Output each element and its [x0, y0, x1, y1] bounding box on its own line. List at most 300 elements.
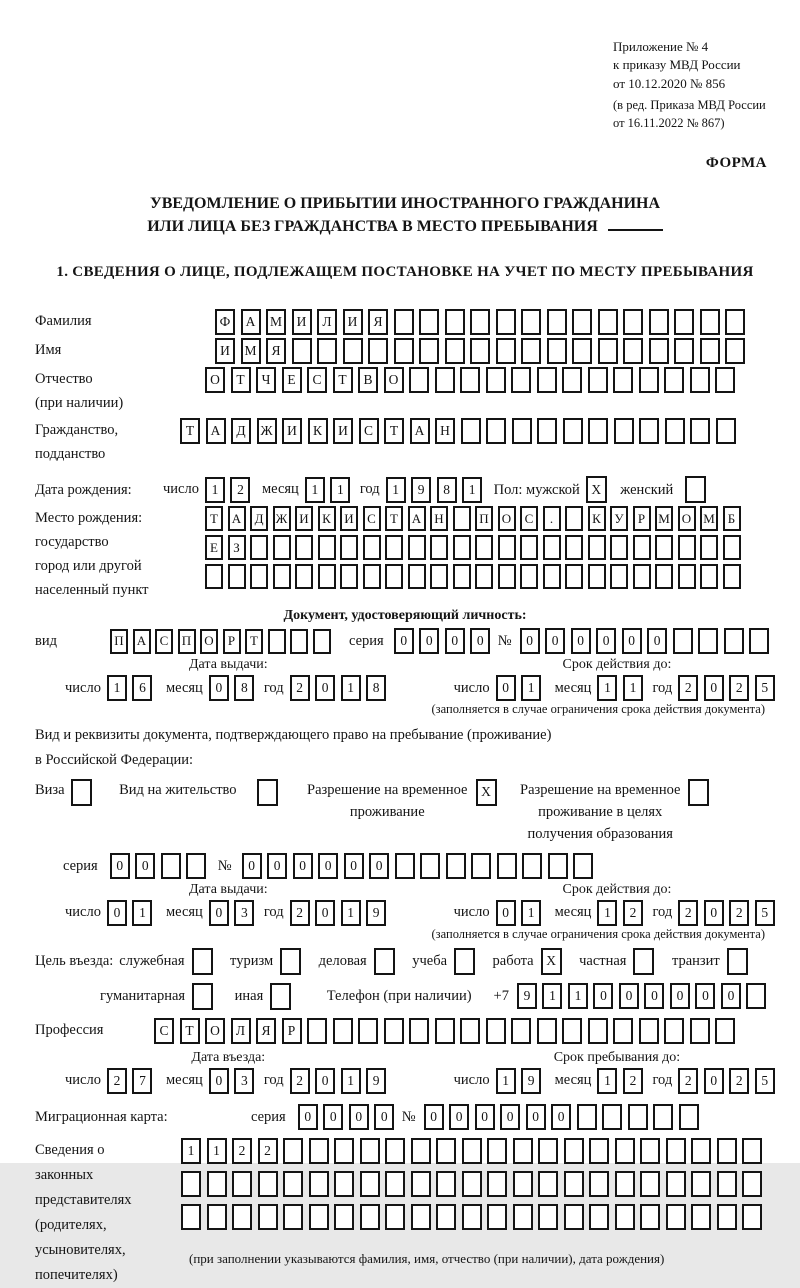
entry-month-cells[interactable] [209, 1068, 260, 1094]
form-cell[interactable] [460, 1018, 480, 1044]
form-cell[interactable] [633, 535, 651, 560]
form-cell[interactable]: Ф [215, 309, 235, 335]
form-cell[interactable]: А [133, 629, 151, 654]
form-cell[interactable] [698, 628, 718, 654]
form-cell[interactable] [610, 564, 628, 589]
form-cell[interactable]: 0 [449, 1104, 469, 1130]
form-cell[interactable]: 1 [207, 1138, 227, 1164]
form-cell[interactable]: 1 [305, 477, 325, 503]
form-cell[interactable]: Н [435, 418, 455, 444]
form-cell[interactable]: В [358, 367, 378, 393]
form-cell[interactable] [665, 418, 685, 444]
form-cell[interactable]: 0 [445, 628, 465, 654]
form-cell[interactable]: 1 [623, 675, 643, 701]
form-cell[interactable] [715, 1018, 735, 1044]
form-cell[interactable]: 8 [437, 477, 457, 503]
purpose-private-checkbox[interactable] [633, 948, 654, 975]
form-cell[interactable] [207, 1171, 227, 1197]
stay-year-cells[interactable] [678, 1068, 780, 1094]
permit-issue-month-cells[interactable] [209, 900, 260, 926]
form-cell[interactable]: 1 [521, 675, 541, 701]
form-cell[interactable]: 9 [366, 900, 386, 926]
form-cell[interactable]: 0 [323, 1104, 343, 1130]
form-cell[interactable] [717, 1171, 737, 1197]
gender-female-checkbox[interactable] [685, 476, 706, 503]
form-cell[interactable] [408, 535, 426, 560]
form-cell[interactable] [385, 535, 403, 560]
form-cell[interactable]: 1 [542, 983, 562, 1009]
form-cell[interactable] [664, 367, 684, 393]
form-cell[interactable]: 5 [755, 900, 775, 926]
purpose-official-checkbox[interactable] [192, 948, 213, 975]
form-cell[interactable] [161, 853, 181, 879]
form-cell[interactable] [691, 1171, 711, 1197]
form-cell[interactable]: 0 [424, 1104, 444, 1130]
form-cell[interactable] [522, 853, 542, 879]
form-cell[interactable]: М [241, 338, 261, 364]
form-cell[interactable] [547, 338, 567, 364]
form-cell[interactable]: С [359, 418, 379, 444]
form-cell[interactable]: С [307, 367, 327, 393]
form-cell[interactable]: 2 [258, 1138, 278, 1164]
form-cell[interactable] [614, 418, 634, 444]
form-cell[interactable] [385, 1204, 405, 1230]
temp-permit-checkbox[interactable]: X [476, 779, 497, 806]
form-cell[interactable] [430, 564, 448, 589]
form-cell[interactable] [360, 1138, 380, 1164]
form-cell[interactable] [678, 564, 696, 589]
form-cell[interactable] [615, 1138, 635, 1164]
patronymic-cells[interactable] [205, 367, 741, 393]
permit-series-cells[interactable] [110, 853, 212, 879]
form-cell[interactable] [564, 1138, 584, 1164]
form-cell[interactable] [562, 367, 582, 393]
form-cell[interactable]: 3 [234, 900, 254, 926]
form-cell[interactable]: И [295, 506, 313, 531]
form-cell[interactable]: О [384, 367, 404, 393]
form-cell[interactable]: П [178, 629, 196, 654]
form-cell[interactable]: 2 [290, 900, 310, 926]
valid-month-cells[interactable] [597, 675, 648, 701]
form-cell[interactable]: 0 [721, 983, 741, 1009]
form-cell[interactable]: 0 [344, 853, 364, 879]
form-cell[interactable] [436, 1204, 456, 1230]
migration-number-cells[interactable] [424, 1104, 705, 1130]
form-cell[interactable]: Я [368, 309, 388, 335]
form-cell[interactable]: 0 [209, 1068, 229, 1094]
form-cell[interactable]: 1 [341, 1068, 361, 1094]
form-cell[interactable]: Д [250, 506, 268, 531]
form-cell[interactable] [716, 418, 736, 444]
form-cell[interactable]: 0 [704, 675, 724, 701]
form-cell[interactable]: Ж [273, 506, 291, 531]
form-cell[interactable] [181, 1204, 201, 1230]
form-cell[interactable]: Л [317, 309, 337, 335]
form-cell[interactable]: 0 [135, 853, 155, 879]
form-cell[interactable]: 1 [341, 675, 361, 701]
form-cell[interactable] [724, 628, 744, 654]
form-cell[interactable] [232, 1204, 252, 1230]
form-cell[interactable] [548, 853, 568, 879]
form-cell[interactable]: С [154, 1018, 174, 1044]
form-cell[interactable] [513, 1204, 533, 1230]
form-cell[interactable] [462, 1138, 482, 1164]
form-cell[interactable] [385, 564, 403, 589]
form-cell[interactable]: 0 [619, 983, 639, 1009]
entry-year-cells[interactable] [290, 1068, 392, 1094]
form-cell[interactable] [363, 564, 381, 589]
form-cell[interactable]: О [205, 367, 225, 393]
form-cell[interactable] [664, 1018, 684, 1044]
form-cell[interactable] [588, 535, 606, 560]
form-cell[interactable]: К [308, 418, 328, 444]
form-cell[interactable] [588, 564, 606, 589]
purpose-tourism-checkbox[interactable] [280, 948, 301, 975]
form-cell[interactable] [725, 338, 745, 364]
form-cell[interactable]: А [241, 309, 261, 335]
form-cell[interactable]: 2 [729, 1068, 749, 1094]
form-cell[interactable] [496, 309, 516, 335]
form-cell[interactable]: 0 [242, 853, 262, 879]
form-cell[interactable] [678, 535, 696, 560]
form-cell[interactable]: К [318, 506, 336, 531]
form-cell[interactable] [742, 1204, 762, 1230]
form-cell[interactable] [589, 1138, 609, 1164]
form-cell[interactable]: К [588, 506, 606, 531]
form-cell[interactable] [446, 853, 466, 879]
form-cell[interactable]: 0 [647, 628, 667, 654]
form-cell[interactable] [628, 1104, 648, 1130]
form-cell[interactable]: Я [266, 338, 286, 364]
form-cell[interactable] [565, 564, 583, 589]
form-cell[interactable] [666, 1138, 686, 1164]
form-cell[interactable] [411, 1171, 431, 1197]
form-cell[interactable]: 0 [644, 983, 664, 1009]
form-cell[interactable]: 1 [330, 477, 350, 503]
form-cell[interactable] [273, 535, 291, 560]
entry-day-cells[interactable] [107, 1068, 158, 1094]
form-cell[interactable]: 2 [678, 1068, 698, 1094]
form-cell[interactable] [205, 564, 223, 589]
form-cell[interactable]: 2 [107, 1068, 127, 1094]
form-cell[interactable] [521, 338, 541, 364]
form-cell[interactable]: 9 [517, 983, 537, 1009]
form-cell[interactable] [445, 338, 465, 364]
purpose-business-checkbox[interactable] [374, 948, 395, 975]
name-cells[interactable] [215, 338, 751, 364]
issue-day-cells[interactable] [107, 675, 158, 701]
form-cell[interactable] [655, 564, 673, 589]
form-cell[interactable] [470, 338, 490, 364]
form-cell[interactable]: 8 [234, 675, 254, 701]
form-cell[interactable] [666, 1204, 686, 1230]
doc-series-cells[interactable] [394, 628, 496, 654]
form-cell[interactable] [537, 367, 557, 393]
form-cell[interactable] [700, 338, 720, 364]
form-cell[interactable] [430, 535, 448, 560]
permit-issue-day-cells[interactable] [107, 900, 158, 926]
form-cell[interactable] [435, 1018, 455, 1044]
form-cell[interactable] [486, 367, 506, 393]
form-cell[interactable]: 0 [526, 1104, 546, 1130]
form-cell[interactable]: 1 [521, 900, 541, 926]
form-cell[interactable] [385, 1171, 405, 1197]
form-cell[interactable] [487, 1138, 507, 1164]
birth-month-cells[interactable] [305, 477, 356, 503]
form-cell[interactable] [358, 1018, 378, 1044]
form-cell[interactable] [521, 309, 541, 335]
form-cell[interactable] [307, 1018, 327, 1044]
form-cell[interactable] [498, 535, 516, 560]
form-cell[interactable] [486, 1018, 506, 1044]
form-cell[interactable]: Р [223, 629, 241, 654]
form-cell[interactable] [700, 309, 720, 335]
form-cell[interactable] [639, 367, 659, 393]
form-cell[interactable] [674, 309, 694, 335]
form-cell[interactable] [717, 1138, 737, 1164]
form-cell[interactable]: 0 [298, 1104, 318, 1130]
birth-place-row1[interactable] [205, 506, 745, 531]
form-cell[interactable]: 0 [315, 675, 335, 701]
form-cell[interactable] [511, 367, 531, 393]
form-cell[interactable]: 1 [597, 1068, 617, 1094]
form-cell[interactable] [520, 535, 538, 560]
form-cell[interactable] [340, 535, 358, 560]
form-cell[interactable]: 0 [593, 983, 613, 1009]
form-cell[interactable] [640, 1138, 660, 1164]
form-cell[interactable]: 1 [597, 900, 617, 926]
form-cell[interactable] [250, 564, 268, 589]
purpose-study-checkbox[interactable] [454, 948, 475, 975]
permit-valid-month-cells[interactable] [597, 900, 648, 926]
legal-reps-row3[interactable] [181, 1204, 768, 1230]
form-cell[interactable] [547, 309, 567, 335]
form-cell[interactable]: Е [205, 535, 223, 560]
form-cell[interactable]: 0 [551, 1104, 571, 1130]
form-cell[interactable] [360, 1171, 380, 1197]
form-cell[interactable] [436, 1138, 456, 1164]
form-cell[interactable]: Р [633, 506, 651, 531]
form-cell[interactable] [589, 1204, 609, 1230]
surname-cells[interactable] [215, 309, 751, 335]
form-cell[interactable]: Ж [257, 418, 277, 444]
form-cell[interactable]: 1 [462, 477, 482, 503]
form-cell[interactable]: 1 [181, 1138, 201, 1164]
form-cell[interactable] [623, 338, 643, 364]
form-cell[interactable]: 2 [623, 900, 643, 926]
birth-place-row2[interactable] [205, 535, 745, 560]
form-cell[interactable] [283, 1138, 303, 1164]
form-cell[interactable] [640, 1204, 660, 1230]
form-cell[interactable] [673, 628, 693, 654]
form-cell[interactable] [409, 367, 429, 393]
form-cell[interactable]: А [206, 418, 226, 444]
form-cell[interactable]: Ч [256, 367, 276, 393]
form-cell[interactable]: 2 [623, 1068, 643, 1094]
form-cell[interactable]: 1 [597, 675, 617, 701]
form-cell[interactable] [723, 535, 741, 560]
form-cell[interactable] [309, 1204, 329, 1230]
form-cell[interactable]: 0 [293, 853, 313, 879]
form-cell[interactable] [572, 338, 592, 364]
stay-day-cells[interactable] [496, 1068, 547, 1094]
valid-year-cells[interactable] [678, 675, 780, 701]
form-cell[interactable] [723, 564, 741, 589]
gender-male-checkbox[interactable]: X [586, 476, 607, 503]
form-cell[interactable] [717, 1204, 737, 1230]
form-cell[interactable]: Б [723, 506, 741, 531]
migration-series-cells[interactable] [298, 1104, 400, 1130]
form-cell[interactable] [653, 1104, 673, 1130]
form-cell[interactable] [368, 338, 388, 364]
permit-valid-day-cells[interactable] [496, 900, 547, 926]
form-cell[interactable] [295, 564, 313, 589]
purpose-transit-checkbox[interactable] [727, 948, 748, 975]
form-cell[interactable]: И [215, 338, 235, 364]
form-cell[interactable] [340, 564, 358, 589]
form-cell[interactable]: Д [231, 418, 251, 444]
form-cell[interactable] [318, 535, 336, 560]
form-cell[interactable]: О [678, 506, 696, 531]
form-cell[interactable] [679, 1104, 699, 1130]
form-cell[interactable]: 0 [695, 983, 715, 1009]
form-cell[interactable] [690, 1018, 710, 1044]
issue-month-cells[interactable] [209, 675, 260, 701]
form-cell[interactable] [309, 1138, 329, 1164]
form-cell[interactable]: 1 [107, 675, 127, 701]
form-cell[interactable]: 2 [230, 477, 250, 503]
visa-checkbox[interactable] [71, 779, 92, 806]
form-cell[interactable] [343, 338, 363, 364]
form-cell[interactable] [487, 1204, 507, 1230]
form-cell[interactable] [588, 1018, 608, 1044]
form-cell[interactable]: П [110, 629, 128, 654]
form-cell[interactable] [512, 418, 532, 444]
form-cell[interactable] [715, 367, 735, 393]
form-cell[interactable]: . [543, 506, 561, 531]
form-cell[interactable] [610, 535, 628, 560]
form-cell[interactable] [577, 1104, 597, 1130]
form-cell[interactable]: 2 [729, 675, 749, 701]
form-cell[interactable]: 9 [411, 477, 431, 503]
permit-valid-year-cells[interactable] [678, 900, 780, 926]
form-cell[interactable]: И [292, 309, 312, 335]
form-cell[interactable] [513, 1138, 533, 1164]
birth-place-row3[interactable] [205, 564, 745, 589]
phone-cells[interactable] [517, 983, 772, 1009]
form-cell[interactable] [564, 1204, 584, 1230]
form-cell[interactable] [334, 1138, 354, 1164]
form-cell[interactable] [384, 1018, 404, 1044]
form-cell[interactable]: 2 [290, 1068, 310, 1094]
form-cell[interactable] [572, 309, 592, 335]
form-cell[interactable] [453, 506, 471, 531]
form-cell[interactable]: 0 [315, 1068, 335, 1094]
form-cell[interactable]: 8 [366, 675, 386, 701]
form-cell[interactable]: 0 [267, 853, 287, 879]
edu-permit-checkbox[interactable] [688, 779, 709, 806]
form-cell[interactable] [228, 564, 246, 589]
form-cell[interactable]: 2 [290, 675, 310, 701]
form-cell[interactable] [394, 309, 414, 335]
form-cell[interactable] [497, 853, 517, 879]
form-cell[interactable] [749, 628, 769, 654]
form-cell[interactable]: 1 [132, 900, 152, 926]
form-cell[interactable] [181, 1171, 201, 1197]
birth-day-cells[interactable] [205, 477, 256, 503]
form-cell[interactable] [290, 629, 308, 654]
form-cell[interactable]: 0 [318, 853, 338, 879]
form-cell[interactable] [690, 418, 710, 444]
form-cell[interactable]: Т [245, 629, 263, 654]
form-cell[interactable] [602, 1104, 622, 1130]
form-cell[interactable]: 0 [315, 900, 335, 926]
form-cell[interactable]: 0 [545, 628, 565, 654]
form-cell[interactable] [333, 1018, 353, 1044]
form-cell[interactable] [565, 506, 583, 531]
profession-cells[interactable] [154, 1018, 741, 1044]
form-cell[interactable] [649, 338, 669, 364]
form-cell[interactable] [639, 418, 659, 444]
form-cell[interactable] [623, 309, 643, 335]
form-cell[interactable]: 1 [568, 983, 588, 1009]
form-cell[interactable]: 3 [234, 1068, 254, 1094]
form-cell[interactable] [475, 564, 493, 589]
doc-number-cells[interactable] [520, 628, 775, 654]
form-cell[interactable]: 2 [678, 675, 698, 701]
form-cell[interactable] [419, 338, 439, 364]
form-cell[interactable]: 2 [678, 900, 698, 926]
form-cell[interactable] [742, 1138, 762, 1164]
form-cell[interactable]: 0 [369, 853, 389, 879]
form-cell[interactable] [633, 564, 651, 589]
form-cell[interactable] [487, 1171, 507, 1197]
form-cell[interactable] [573, 853, 593, 879]
form-cell[interactable]: И [282, 418, 302, 444]
form-cell[interactable] [283, 1204, 303, 1230]
form-cell[interactable] [613, 367, 633, 393]
form-cell[interactable] [640, 1171, 660, 1197]
form-cell[interactable] [588, 367, 608, 393]
form-cell[interactable] [700, 564, 718, 589]
form-cell[interactable]: Т [180, 1018, 200, 1044]
form-cell[interactable] [537, 418, 557, 444]
form-cell[interactable] [436, 1171, 456, 1197]
form-cell[interactable] [408, 564, 426, 589]
form-cell[interactable]: П [475, 506, 493, 531]
form-cell[interactable]: 0 [520, 628, 540, 654]
form-cell[interactable]: 0 [394, 628, 414, 654]
form-cell[interactable] [742, 1171, 762, 1197]
form-cell[interactable]: О [200, 629, 218, 654]
form-cell[interactable]: 0 [500, 1104, 520, 1130]
form-cell[interactable] [563, 418, 583, 444]
form-cell[interactable]: И [340, 506, 358, 531]
form-cell[interactable]: А [410, 418, 430, 444]
citizenship-cells[interactable] [180, 418, 741, 444]
form-cell[interactable]: Н [430, 506, 448, 531]
form-cell[interactable] [486, 418, 506, 444]
form-cell[interactable] [395, 853, 415, 879]
purpose-work-checkbox[interactable]: X [541, 948, 562, 975]
form-cell[interactable]: 0 [209, 675, 229, 701]
form-cell[interactable] [295, 535, 313, 560]
form-cell[interactable]: И [343, 309, 363, 335]
form-cell[interactable] [409, 1018, 429, 1044]
form-cell[interactable] [538, 1204, 558, 1230]
form-cell[interactable] [461, 418, 481, 444]
form-cell[interactable] [207, 1204, 227, 1230]
